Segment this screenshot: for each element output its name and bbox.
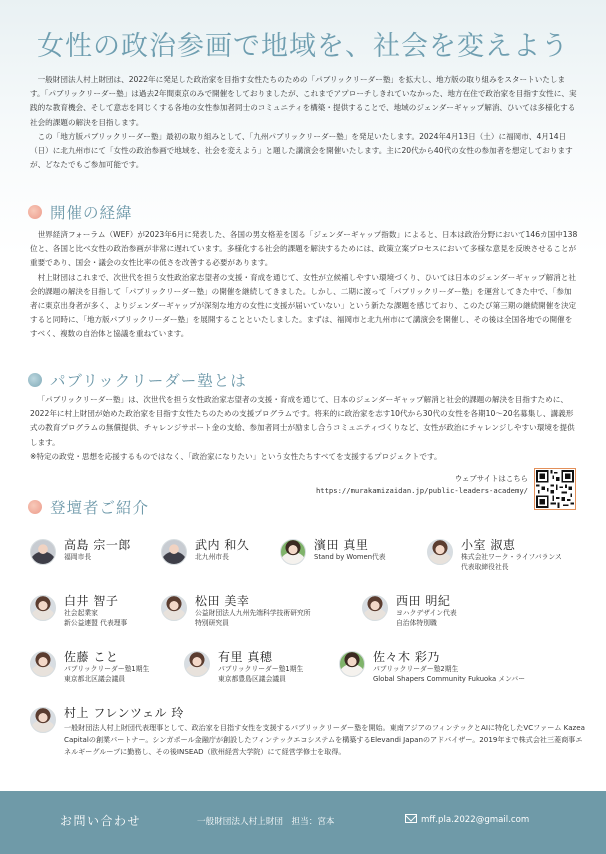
section-heading-speakers [28, 497, 149, 517]
speaker-avatar [161, 539, 187, 565]
speaker-name: 高島 宗一郎 [64, 538, 131, 552]
prl-paragraph: 「パブリックリーダー塾」は、次世代を担う女性政治家志望者の支援・育成を通じて、日本のジェンダーギャップ解消と社会的課題の解決を目指すために、2022年に村上財団が始めた政治家を目指す女性たちのための支援プログラムです。将来的に政治家を志す10代から30代の女性を各期10〜20名募集し、講義形式の教育プログラムの無償提供、チャレンジサポート金の支給、参加者同士が励まし合うコミュニティづくりなど、女性が政治にチャレンジしやすい環境を提供します。 [30, 395, 575, 447]
speaker-card [161, 537, 249, 565]
section-title: パブリックリーダー塾とは [50, 372, 247, 390]
prl-text [30, 393, 578, 464]
bullet-circle-icon [28, 205, 42, 219]
website-label: ウェブサイトはこちら [454, 474, 528, 483]
speaker-avatar [427, 539, 453, 565]
speaker-role: 代表取締役社長 [461, 562, 509, 571]
section-heading-history [28, 202, 133, 222]
footer-contact-bar [0, 791, 606, 854]
speaker-card [362, 593, 457, 628]
speaker-role: 東京都豊島区議会議員 [218, 674, 286, 683]
section-heading-prl [28, 370, 247, 390]
speaker-name: 佐々木 彩乃 [373, 650, 440, 664]
speaker-role: 新公益連盟 代表理事 [64, 618, 128, 627]
speaker-name: 濱田 真里 [314, 538, 369, 552]
speaker-bio: 一般財団法人村上財団代表理事として、政治家を目指す女性を支援するパブリックリーダー塾を開始。東南アジアのフィンテックとAIに特化したVCファーム Kazea Capitalの創業パートナー。シンガポール金融庁が創設したフィンテックエコシステムを構築するElevandi Japanのアドバイザー。2019年まで株式会社三菱商事エネルギーグループに勤務し、その後INSEAD（欧州経営大学院）にて経営学修士を取得。 [64, 723, 585, 756]
history-paragraph: 村上財団はこれまで、次世代を担う女性政治家志望者の支援・育成を通じて、女性が立候補しやすい環境づくり、ひいては日本のジェンダーギャップ解消と社会的課題の解決を目指して「パブリックリーダー塾」の開催を継続してきました。しかし、二期に渡って「パブリックリーダー塾」を運営してきた中で、「参加者に東京出身者が多く、よりジェンダーギャップが深刻な地方の女性に支援が届いていない」という新たな課題を感じており、このたび第三期の継続開催を決定すると同時に、「地方版パブリックリーダー塾」を展開することといたしました。まずは、福岡市と北九州市にて講演会を開催し、その後は全国各地での開催をすべく、複数の自治体と協議を重ねています。 [30, 272, 577, 339]
speaker-role: 株式会社ワーク・ライフバランス [461, 553, 562, 561]
intro-text [30, 73, 578, 172]
speaker-avatar [30, 539, 56, 565]
history-paragraph: 世界経済フォーラム（WEF）が2023年6月に発表した、各国の男女格差を図る「ジェンダーギャップ指数」によると、日本は政治分野において146カ国中138位と、各国と比べ女性の政治参画が非常に遅れています。多様化する社会的課題を解決するためには、政策立案プロセスにおいて多様な意見を反映させることが重要であり、国会・議会の女性比率の低さを改善する必要があります。 [30, 230, 578, 268]
contact-email[interactable]: mff.pla.2022@gmail.com [421, 815, 530, 825]
speaker-role: パブリックリーダー塾2期生 [373, 665, 459, 673]
mail-icon [405, 814, 417, 823]
speaker-role: Stand by Women代表 [314, 553, 386, 561]
speaker-role: パブリックリーダー塾1期生 [218, 665, 304, 673]
contact-label: お問い合わせ [60, 814, 142, 828]
speaker-role: 福岡市長 [64, 553, 92, 561]
speaker-avatar [280, 539, 306, 565]
speaker-avatar [339, 651, 365, 677]
speaker-role: 特別研究員 [195, 618, 229, 627]
speaker-name: 小室 淑恵 [461, 538, 516, 552]
speaker-name: 西田 明紀 [396, 594, 451, 608]
speaker-card [427, 537, 562, 572]
speaker-card [280, 537, 386, 565]
speaker-role: ヨハクデザイン代表 [396, 609, 457, 617]
speaker-avatar [30, 707, 56, 733]
intro-paragraph: 一般財団法人村上財団は、2022年に発足した政治家を目指す女性たちのための「パブリックリーダー塾」を拡大し、地方版の取り組みをスタートいたします。「パブリックリーダー塾」は過去2年間東京のみで開催をしておりましたが、これまでアプローチしきれていなかった、地方在住で政治家を目指す女性に、実践的な教育機会、そして意志を同じくする各地の女性参加者同士のコミュニティを構築・提供することで、地域のジェンダーギャップ解消、ひいては多様化する社会的課題の解決を目指します。 [30, 75, 577, 127]
bullet-circle-icon [28, 373, 42, 387]
website-block [288, 473, 528, 497]
section-title: 登壇者ご紹介 [50, 499, 150, 517]
speaker-card [161, 593, 311, 628]
speaker-name: 白井 智子 [64, 594, 119, 608]
speaker-role: パブリックリーダー塾1期生 [64, 665, 150, 673]
speaker-name: 武内 和久 [195, 538, 250, 552]
speaker-role: 社会起業家 [64, 609, 98, 617]
speaker-role: 公益財団法人九州先端科学技術研究所 [195, 609, 311, 617]
speaker-role: 自治体特別職 [396, 618, 437, 627]
intro-paragraph: この「地方版パブリックリーダー塾」最初の取り組みとして、「九州パブリックリーダー塾」を発足いたします。2024年4月13日（土）に福岡市、4月14日（日）に北九州市にて「女性の政治参画で地域を、社会を変えよう」と題した講演会を開催いたします。主に20代から40代の女性の参加者を想定しておりますが、どなたでもご参加可能です。 [30, 131, 573, 170]
history-text [30, 228, 578, 342]
qr-code-icon [534, 468, 576, 510]
speaker-name: 佐藤 こと [64, 650, 119, 664]
prl-note: ※特定の政党・思想を応援するものではなく、「政治家になりたい」という女性たちすべてを支援するプロジェクトです。 [30, 451, 442, 461]
speaker-name: 松田 美幸 [195, 594, 250, 608]
speaker-name: 村上 フレンツェル 玲 [64, 706, 184, 720]
speaker-card [30, 649, 149, 684]
speaker-avatar [184, 651, 210, 677]
speaker-name: 有里 真穂 [218, 650, 273, 664]
speaker-avatar [30, 595, 56, 621]
section-title: 開催の経緯 [50, 204, 133, 222]
speaker-card [30, 537, 131, 565]
bullet-circle-icon [28, 500, 42, 514]
page-title: 女性の政治参画で地域を、社会を変えよう [37, 31, 569, 62]
speaker-card [30, 593, 127, 628]
speaker-card [184, 649, 303, 684]
speaker-role: 北九州市長 [195, 553, 229, 561]
speaker-avatar [362, 595, 388, 621]
speaker-role: 東京都北区議会議員 [64, 674, 126, 683]
website-url[interactable]: https://murakamizaidan.jp/public-leaders-academy/ [315, 486, 528, 495]
speaker-card [339, 649, 525, 684]
speaker-avatar [30, 651, 56, 677]
contact-org: 一般財団法人村上財団 担当：宮本 [197, 817, 335, 827]
speaker-role: Global Shapers Community Fukuoka メンバー [373, 674, 526, 683]
speaker-avatar [161, 595, 187, 621]
